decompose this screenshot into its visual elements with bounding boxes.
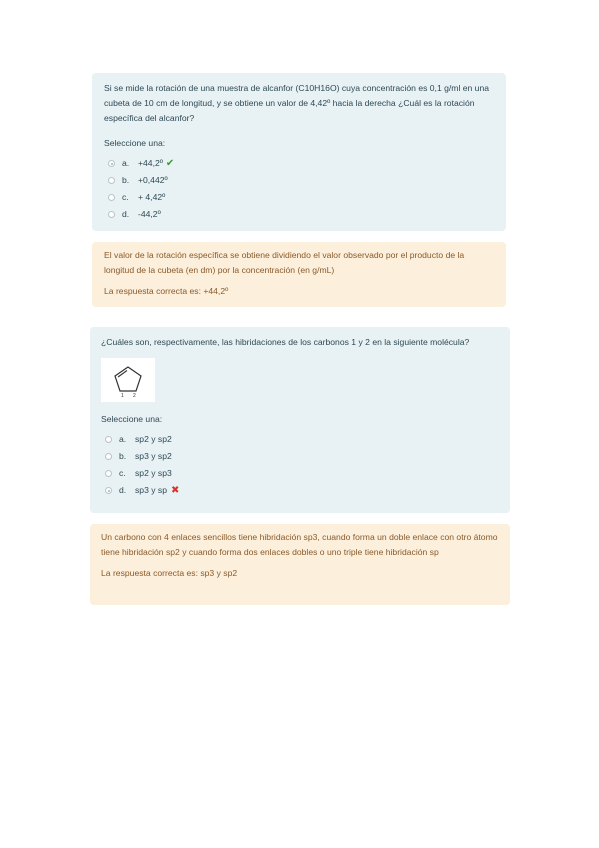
option-text: +0,442º [138,175,168,185]
question-1-options [104,155,494,223]
feedback-1-text: El valor de la rotación específica se obtiene dividiendo el valor observado por el producto de la longitud de la cubeta (en dm) por la concentración (en g/mL) [104,250,465,275]
carbon-label-1: 1 [121,393,124,398]
radio-selected-icon[interactable] [108,160,115,167]
carbon-label-2: 2 [133,393,136,398]
feedback-1-card [92,242,506,307]
option-text: sp2 y sp2 [135,434,172,444]
option-letter: d. [119,485,127,495]
option-text: +44,2º [138,158,163,168]
option-text: + 4,42º [138,192,166,202]
option-letter: c. [119,468,126,478]
radio-icon[interactable] [108,194,115,201]
question-2-option-c[interactable] [101,465,499,482]
question-2-option-b[interactable] [101,448,499,465]
option-text: sp3 y sp2 [135,451,172,461]
question-1-option-a[interactable] [104,155,494,172]
feedback-2-text: Un carbono con 4 enlaces sencillos tiene hibridación sp3, cuando forma un doble enlace con otro átomo tiene hibridación sp2 y cuando forma dos enlaces dobles o uno triple tiene hibridación sp [101,532,498,557]
question-2-card [90,327,510,513]
cyclopentene-structure-icon [108,362,148,398]
radio-selected-icon[interactable] [105,487,112,494]
option-letter: b. [122,175,130,185]
option-text: sp3 y sp [135,485,168,495]
radio-icon[interactable] [108,211,115,218]
question-2-options [101,431,499,499]
incorrect-cross-icon: ✖ [171,484,180,496]
question-1-text: Si se mide la rotación de una muestra de alcanfor (C10H16O) cuya concentración es 0,1 g/ml en una cubeta de 10 cm de longitud, y se obtiene un valor de 4,42º hacia la derecha ¿Cuál es la rotación específica del alcanfor? [104,83,490,123]
radio-icon[interactable] [105,470,112,477]
option-letter: b. [119,451,127,461]
radio-icon[interactable] [105,436,112,443]
option-text: sp2 y sp3 [135,468,172,478]
option-letter: a. [122,158,130,168]
correct-check-icon: ✔ [165,157,175,169]
question-2-option-a[interactable] [101,431,499,448]
question-1-option-d[interactable] [104,206,494,223]
question-1-option-c[interactable] [104,189,494,206]
option-letter: a. [119,434,127,444]
option-letter: c. [122,192,129,202]
question-1-option-b[interactable] [104,172,494,189]
option-text: -44,2º [138,209,161,219]
option-letter: d. [122,209,130,219]
question-2-option-d[interactable] [101,482,499,499]
feedback-1-answer: La respuesta correcta es: +44,2º [104,286,229,296]
question-1-card [92,73,506,231]
radio-icon[interactable] [105,453,112,460]
question-2-text: ¿Cuáles son, respectivamente, las hibridaciones de los carbonos 1 y 2 en la siguiente molécula? [101,337,470,347]
question-1-prompt: Seleccione una: [104,138,166,148]
feedback-2-answer: La respuesta correcta es: sp3 y sp2 [101,568,238,578]
molecule-image [101,358,155,402]
question-2-prompt: Seleccione una: [101,414,163,424]
radio-icon[interactable] [108,177,115,184]
feedback-2-card [90,524,510,605]
